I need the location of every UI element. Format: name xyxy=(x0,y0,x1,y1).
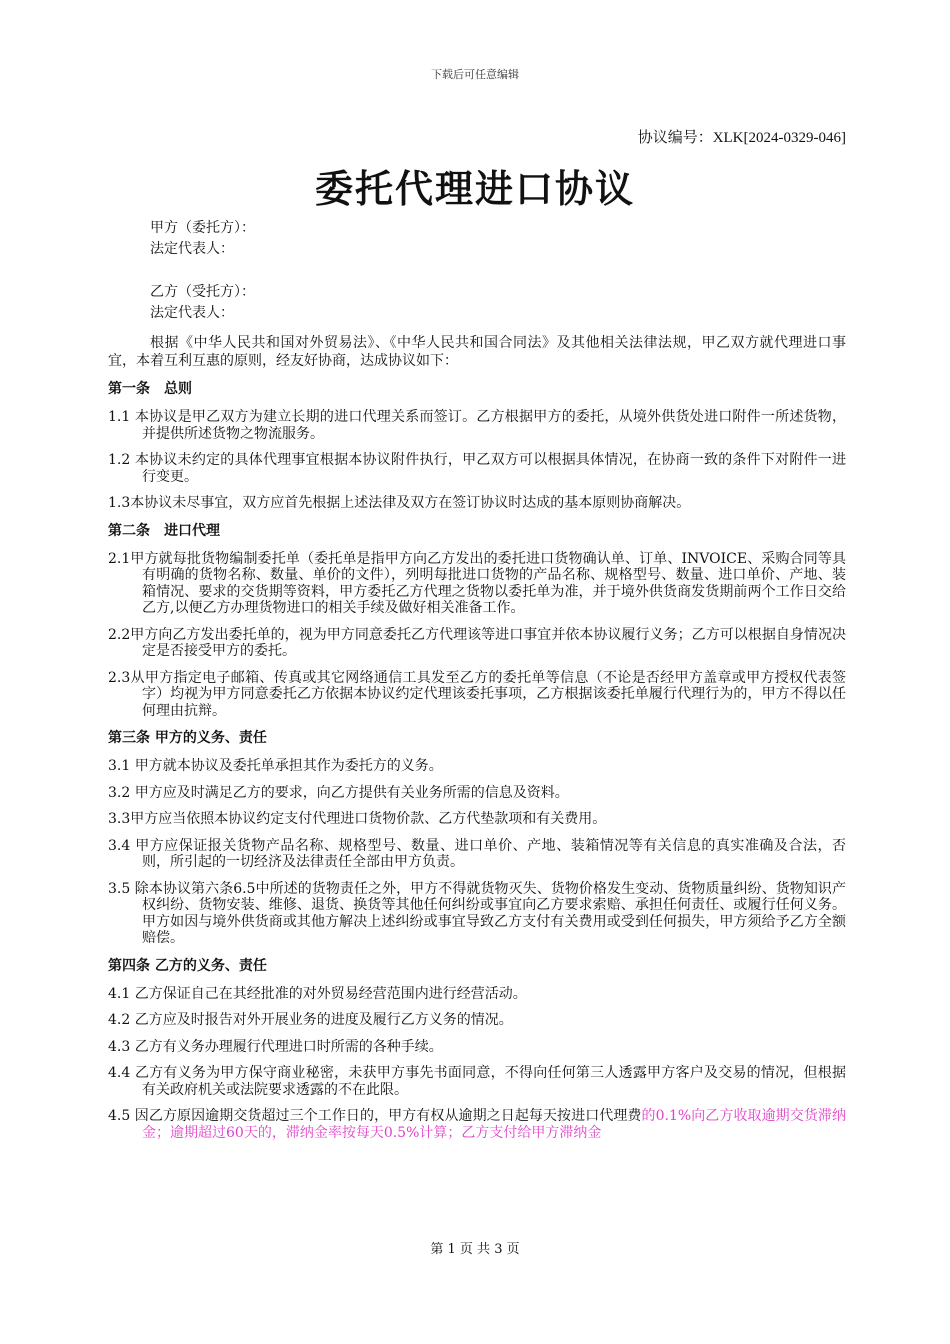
clause-4-5-text: 4.5 因乙方原因逾期交货超过三个工作日的，甲方有权从逾期之日起每天按进口代理费 xyxy=(108,1108,642,1124)
clause-1-2: 1.2 本协议未约定的具体代理事宜根据本协议附件执行，甲乙双方可以根据具体情况，在协商一致的条件下对附件一进行变更。 xyxy=(108,452,846,485)
article-4 xyxy=(108,957,846,1142)
clause-4-5 xyxy=(108,1108,846,1141)
article-title: 第二条 进口代理 xyxy=(108,522,220,539)
article-title: 第四条 乙方的义务、责任 xyxy=(108,957,267,974)
article-1 xyxy=(108,380,846,512)
clause-3-4: 3.4 甲方应保证报关货物产品名称、规格型号、数量、进口单价、产地、装箱情况等有关信息的真实准确及合法，否则，所引起的一切经济及法律责任全部由甲方负责。 xyxy=(108,837,846,870)
document-title: 委托代理进口协议 xyxy=(314,166,635,211)
clause-4-1: 4.1 乙方保证自己在其经批准的对外贸易经营范围内进行经营活动。 xyxy=(108,985,527,1002)
party-b-rep-label: 法定代表人： xyxy=(150,305,234,321)
party-b-label: 乙方（受托方）： xyxy=(150,284,255,300)
clause-3-1: 3.1 甲方就本协议及委托单承担其作为委托方的义务。 xyxy=(108,758,443,774)
party-a-label: 甲方（委托方）： xyxy=(150,220,255,236)
clause-4-3: 4.3 乙方有义务办理履行代理进口时所需的各种手续。 xyxy=(108,1038,443,1055)
clause-2-1: 2.1甲方就每批货物编制委托单（委托单是指甲方向乙方发出的委托进口货物确认单、订单、INVOICE、采购合同等具有明确的货物名称、数量、单价的文件），列明每批进口货物的产品名称、规格型号、数量、进口单价、产地、装箱情况、要求的交货期等资料，甲方委托乙方代理之货物以委托单为准，并于境外供货商发货期前两个工作日交给乙方,以便乙方办理货物进口的相关手续及做好相关准备工作。 xyxy=(108,550,846,616)
clause-3-2: 3.2 甲方应及时满足乙方的要求，向乙方提供有关业务所需的信息及资料。 xyxy=(108,784,569,801)
clause-4-4: 4.4 乙方有义务为甲方保守商业秘密，未获甲方事先书面同意，不得向任何第三人透露甲方客户及交易的情况，但根据有关政府机关或法院要求透露的不在此限。 xyxy=(108,1065,846,1098)
header-note: 下载后可任意编辑 xyxy=(431,68,519,81)
article-title: 第一条 总则 xyxy=(108,381,192,397)
article-title: 第三条 甲方的义务、责任 xyxy=(108,730,267,746)
clause-4-5-highlight: 的0.1%向乙方收取逾期交货滞纳金；逾期超过60天的，滞纳金率按每天0.5%计算；乙方支付给甲方滞纳金 xyxy=(142,1108,846,1141)
clause-2-3: 2.3从甲方指定电子邮箱、传真或其它网络通信工具发至乙方的委托单等信息（不论是否经甲方盖章或甲方授权代表签字）均视为甲方同意委托乙方依据本协议约定代理该委托事项，乙方根据该委托单履行代理行为的，甲方不得以任何理由抗辩。 xyxy=(108,669,846,719)
clause-2-2: 2.2甲方向乙方发出委托单的，视为甲方同意委托乙方代理该等进口事宜并依本协议履行义务；乙方可以根据自身情况决定是否接受甲方的委托。 xyxy=(108,626,846,659)
page-footer: 第 1 页 共 3 页 xyxy=(430,1242,520,1257)
party-a-rep-label: 法定代表人： xyxy=(150,241,234,257)
clause-4-2: 4.2 乙方应及时报告对外开展业务的进度及履行乙方义务的情况。 xyxy=(108,1012,513,1028)
clause-1-3: 1.3本协议未尽事宜，双方应首先根据上述法律及双方在签订协议时达成的基本原则协商解决。 xyxy=(108,495,691,511)
agreement-number: 协议编号：XLK[2024-0329-046] xyxy=(637,130,846,146)
clause-3-5: 3.5 除本协议第六条6.5中所述的货物责任之外，甲方不得就货物灭失、货物价格发生变动、货物质量纠纷、货物知识产权纠纷、货物安装、维修、退货、换货等其他任何纠纷或事宜向乙方要求索赔、承担任何责任、或履行任何义务。甲方如因与境外供货商或其他方解决上述纠纷或事宜导致乙方支付有关费用或受到任何损失，甲方须给予乙方全额赔偿。 xyxy=(108,880,846,946)
clause-1-1: 1.1 本协议是甲乙双方为建立长期的进口代理关系而签订。乙方根据甲方的委托，从境外供货处进口附件一所述货物，并提供所述货物之物流服务。 xyxy=(108,409,846,442)
clause-3-3: 3.3甲方应当依照本协议约定支付代理进口货物价款、乙方代垫款项和有关费用。 xyxy=(108,811,607,827)
parties-block xyxy=(150,218,255,324)
article-3 xyxy=(108,729,846,947)
document-body xyxy=(108,334,846,1151)
intro-paragraph: 根据《中华人民共和国对外贸易法》、《中华人民共和国合同法》及其他相关法律法规，甲乙双方就代理进口事宜，本着互利互惠的原则，经友好协商，达成协议如下： xyxy=(108,335,846,369)
article-2 xyxy=(108,522,846,720)
